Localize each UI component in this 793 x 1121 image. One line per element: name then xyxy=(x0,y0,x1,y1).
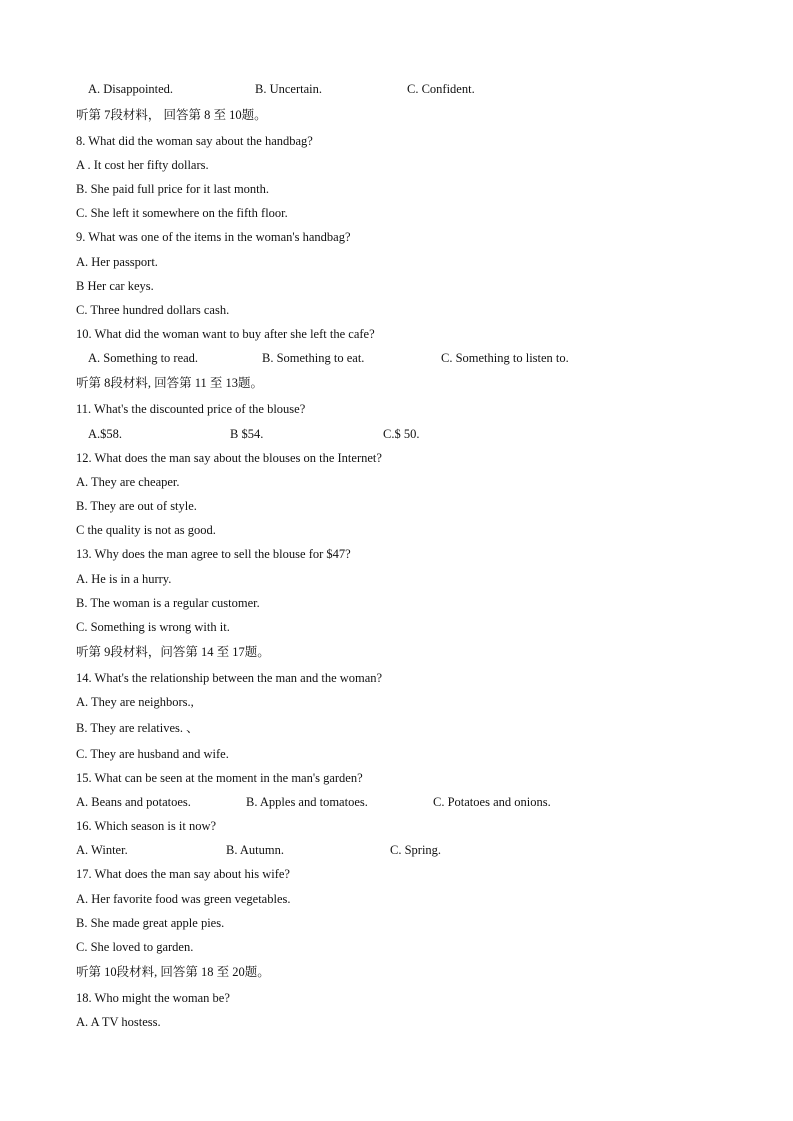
answer-option: C. She loved to garden. xyxy=(76,940,194,954)
answer-option: A. They are cheaper. xyxy=(76,475,180,489)
question: 18. Who might the woman be? xyxy=(76,991,230,1005)
answer-option: C. Three hundred dollars cash. xyxy=(76,303,230,317)
option-a: A. Winter. xyxy=(76,843,128,857)
section-instruction: 听第 8段材料, 回答第 11 至 13题。 xyxy=(76,376,264,390)
answer-option: B. She paid full price for it last month. xyxy=(76,182,270,196)
answer-option: B. She made great apple pies. xyxy=(76,916,225,930)
question: 8. What did the woman say about the handbag? xyxy=(76,134,313,148)
option-a: A. Beans and potatoes. xyxy=(76,795,191,809)
answer-option: B. They are relatives. 、 xyxy=(76,721,199,735)
option-c: C.$ 50. xyxy=(383,427,420,441)
question: 11. What's the discounted price of the blouse? xyxy=(76,402,306,416)
answer-option: A. Her favorite food was green vegetables. xyxy=(76,892,291,906)
answer-option: B Her car keys. xyxy=(76,279,154,293)
option-c: C. Something to listen to. xyxy=(441,351,569,365)
question: 14. What's the relationship between the man and the woman? xyxy=(76,671,383,685)
question: 16. Which season is it now? xyxy=(76,819,217,833)
option-c: C. Confident. xyxy=(407,82,475,96)
answer-option: A . It cost her fifty dollars. xyxy=(76,158,209,172)
option-b: B $54. xyxy=(230,427,264,441)
answer-option: B. They are out of style. xyxy=(76,499,197,513)
answer-option: C. She left it somewhere on the fifth floor. xyxy=(76,206,288,220)
option-c: C. Spring. xyxy=(390,843,442,857)
option-b: B. Something to eat. xyxy=(262,351,365,365)
question: 12. What does the man say about the blouses on the Internet? xyxy=(76,451,382,465)
option-a: A. Something to read. xyxy=(88,351,199,365)
answer-option: A. Her passport. xyxy=(76,255,158,269)
question: 15. What can be seen at the moment in the man's garden? xyxy=(76,771,363,785)
option-a: A. Disappointed. xyxy=(88,82,174,96)
answer-option: C. They are husband and wife. xyxy=(76,747,229,761)
question: 9. What was one of the items in the woman's handbag? xyxy=(76,230,351,244)
question: 17. What does the man say about his wife? xyxy=(76,867,290,881)
answer-option: A. He is in a hurry. xyxy=(76,572,172,586)
answer-option: B. The woman is a regular customer. xyxy=(76,596,260,610)
section-instruction: 听第 7段材料， 回答第 8 至 10题。 xyxy=(76,108,267,122)
question: 10. What did the woman want to buy after she left the cafe? xyxy=(76,327,375,341)
option-a: A.$58. xyxy=(88,427,123,441)
answer-option: C. Something is wrong with it. xyxy=(76,620,230,634)
option-b: B. Autumn. xyxy=(226,843,284,857)
option-c: C. Potatoes and onions. xyxy=(433,795,551,809)
answer-option: A. A TV hostess. xyxy=(76,1015,161,1029)
answer-option: C the quality is not as good. xyxy=(76,523,216,537)
answer-option: A. They are neighbors., xyxy=(76,695,194,709)
section-instruction: 听第 9段材料，问答第 14 至 17题。 xyxy=(76,645,270,659)
question: 13. Why does the man agree to sell the blouse for $47? xyxy=(76,547,351,561)
option-b: B. Apples and tomatoes. xyxy=(246,795,368,809)
section-instruction: 听第 10段材料, 回答第 18 至 20题。 xyxy=(76,965,270,979)
option-b: B. Uncertain. xyxy=(255,82,322,96)
